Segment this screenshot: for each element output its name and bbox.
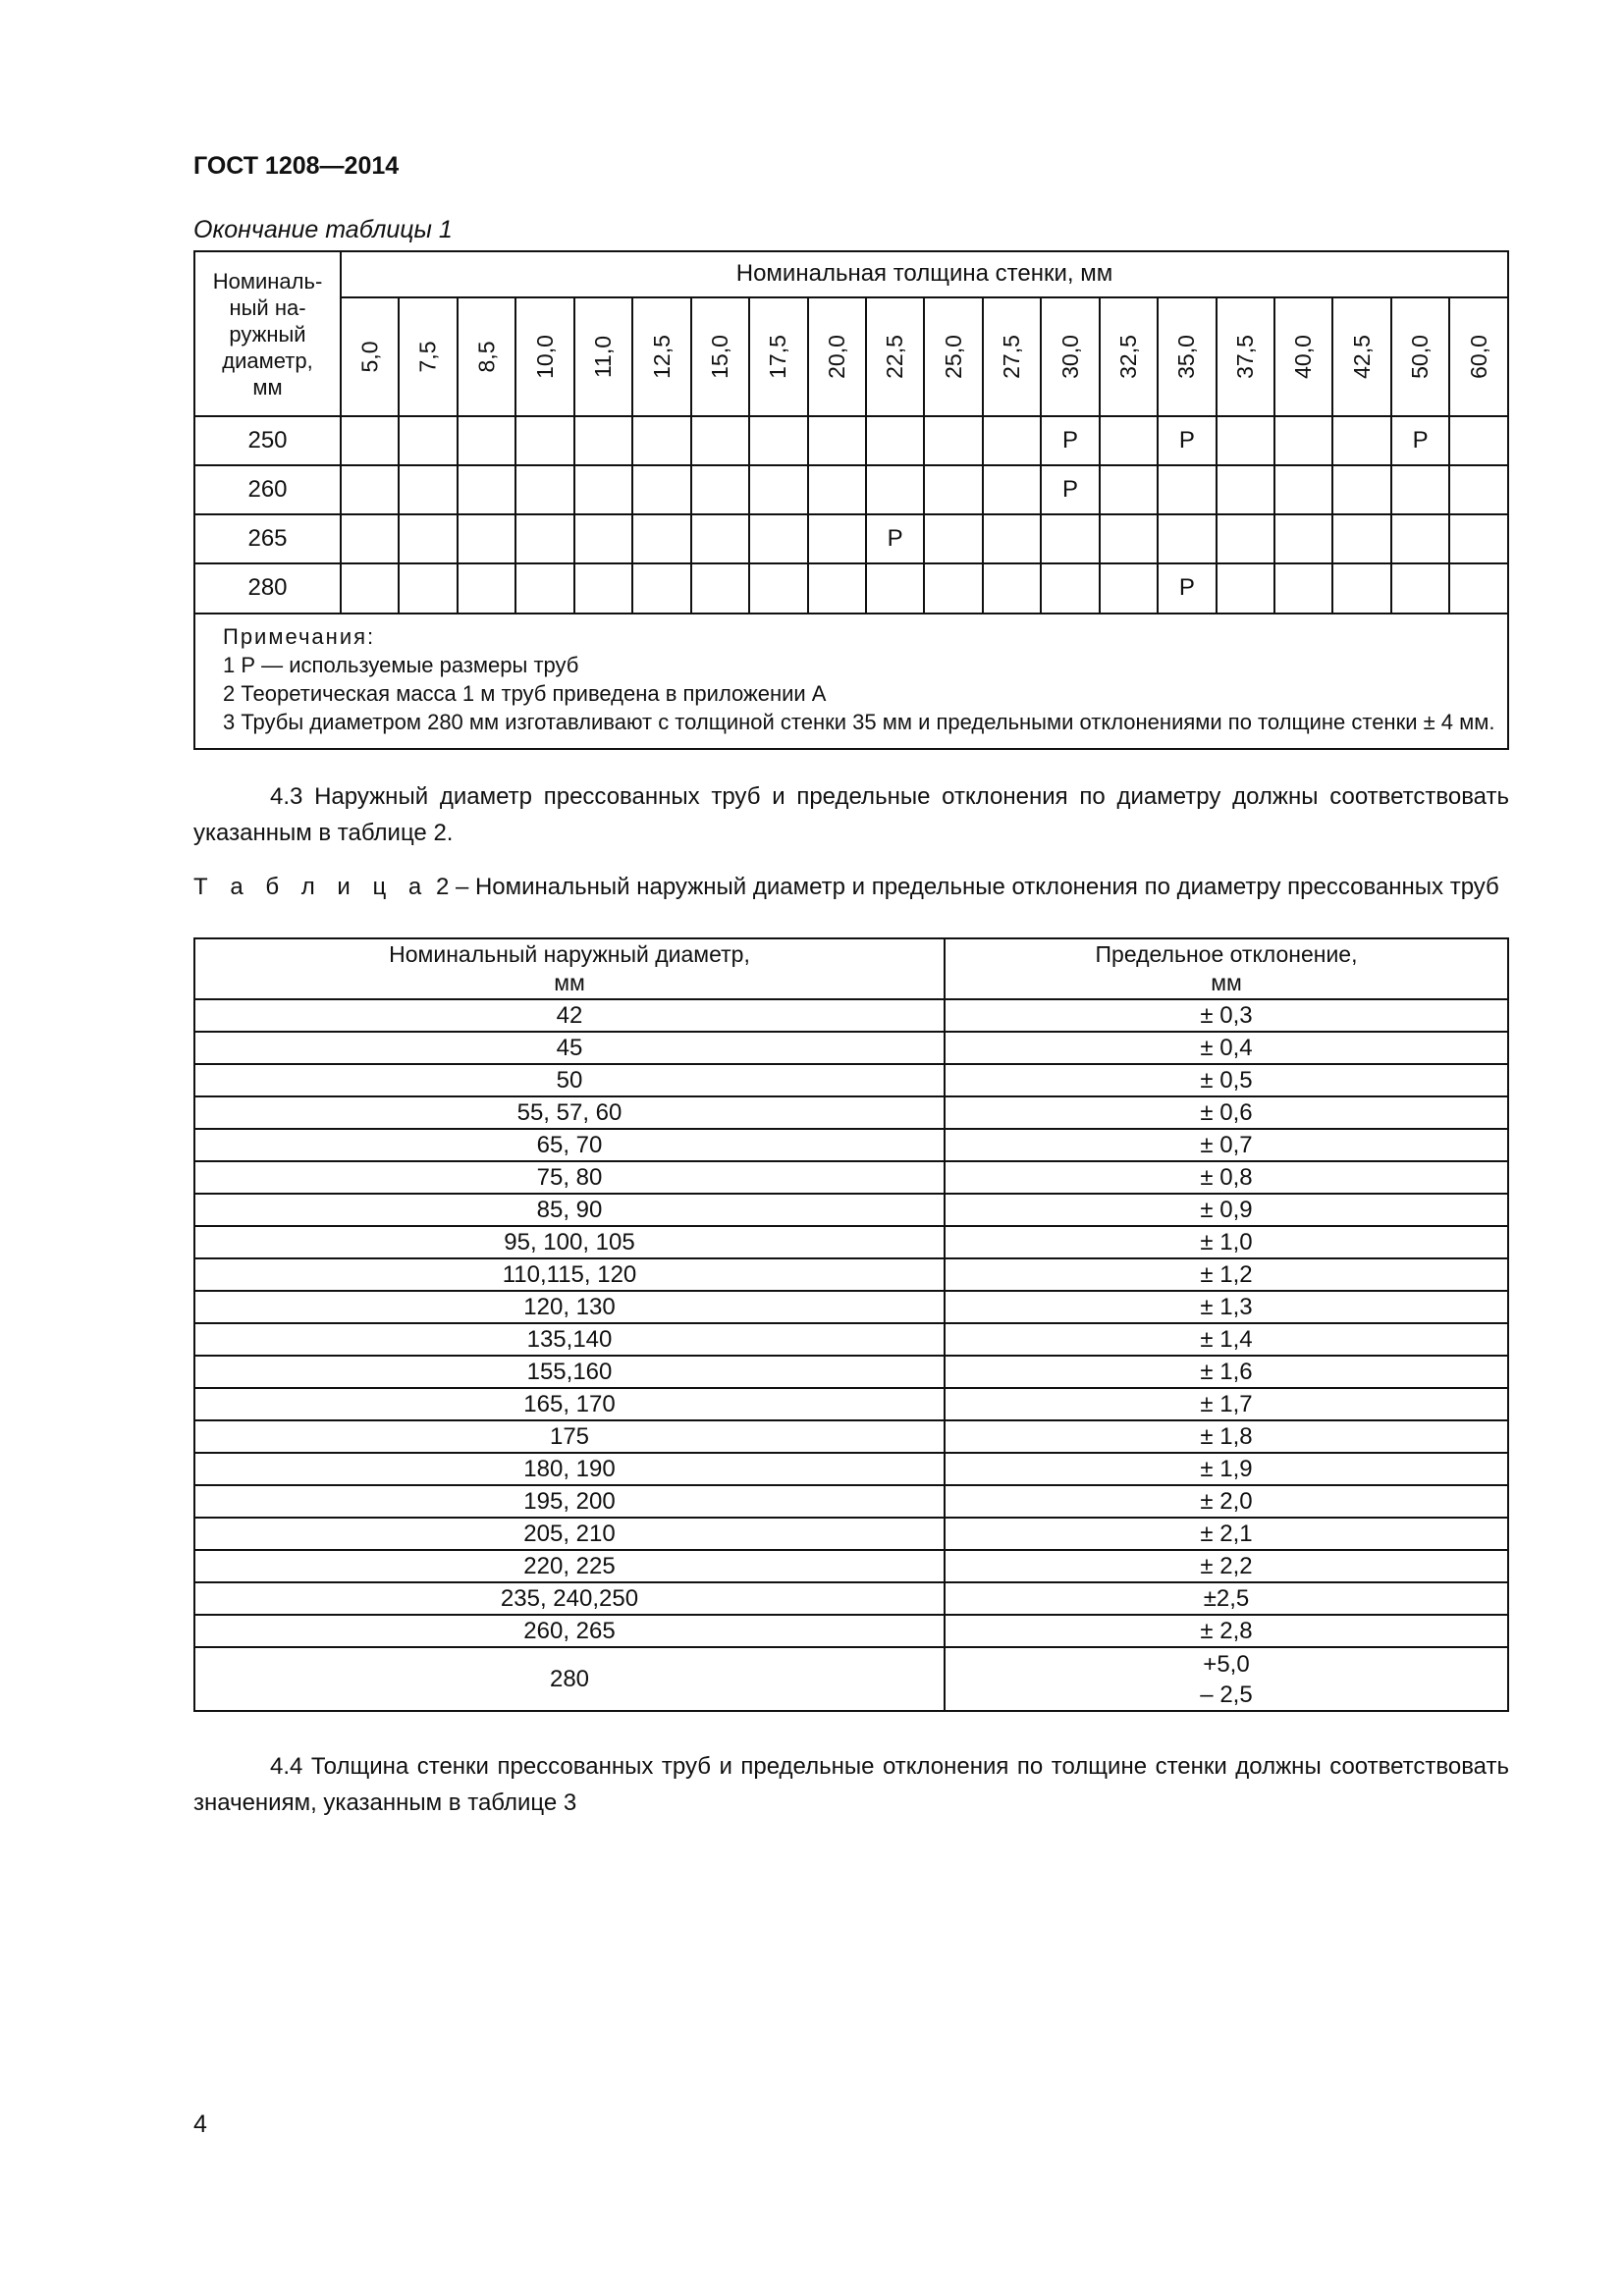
thickness-value-header: 42,5 xyxy=(1332,297,1390,416)
table2-row xyxy=(194,1518,1508,1550)
notes-title: Примечания: xyxy=(223,623,376,649)
table1-cell xyxy=(574,416,632,465)
table1-cell xyxy=(458,465,515,514)
table1-cell xyxy=(341,563,399,613)
table2-row xyxy=(194,1356,1508,1388)
table1-cell xyxy=(1332,465,1390,514)
table2-row xyxy=(194,1582,1508,1615)
table1-cell: Р xyxy=(866,514,924,563)
table2-row xyxy=(194,1615,1508,1647)
table1-cell xyxy=(1274,514,1332,563)
table1-cell xyxy=(632,514,690,563)
table2-cell-tolerance: ± 1,4 xyxy=(945,1323,1508,1356)
table1-cell xyxy=(1449,465,1508,514)
table1-caption: Окончание таблицы 1 xyxy=(193,216,453,243)
table1-cell xyxy=(1332,514,1390,563)
table2-cell-diameter: 205, 210 xyxy=(194,1518,945,1550)
table1-cell xyxy=(1158,465,1216,514)
table1-cell xyxy=(866,465,924,514)
table1-cell xyxy=(749,416,807,465)
table2-cell-diameter: 45 xyxy=(194,1032,945,1064)
table2-cell-diameter: 55, 57, 60 xyxy=(194,1096,945,1129)
table1-cell xyxy=(1158,514,1216,563)
table1-cell xyxy=(1274,465,1332,514)
table2-cell-diameter: 65, 70 xyxy=(194,1129,945,1161)
table1-cell xyxy=(574,563,632,613)
table1-cell xyxy=(1217,563,1274,613)
table1-cell xyxy=(1391,514,1449,563)
table2-row xyxy=(194,1129,1508,1161)
table1-cell xyxy=(1449,563,1508,613)
table2-cell-diameter: 42 xyxy=(194,999,945,1032)
table1-cell xyxy=(515,416,573,465)
table2-cell-tolerance: ± 0,4 xyxy=(945,1032,1508,1064)
table2-cell-tolerance: ± 0,9 xyxy=(945,1194,1508,1226)
table1-cell xyxy=(399,416,457,465)
table1-cell-diameter: 250 xyxy=(194,416,341,465)
table2-cell-diameter: 50 xyxy=(194,1064,945,1096)
table2-row xyxy=(194,1323,1508,1356)
table2-cell-diameter: 260, 265 xyxy=(194,1615,945,1647)
thickness-value-header: 8,5 xyxy=(458,297,515,416)
table1-cell xyxy=(1100,416,1158,465)
table1-cell xyxy=(983,465,1041,514)
table2-cell-diameter: 220, 225 xyxy=(194,1550,945,1582)
table1-cell xyxy=(1100,465,1158,514)
table2-cell-diameter: 175 xyxy=(194,1420,945,1453)
table1-diameter-header: Номиналь- ный на- ружный диаметр, мм xyxy=(194,251,341,416)
table1-cell xyxy=(1041,563,1099,613)
thickness-value-header: 40,0 xyxy=(1274,297,1332,416)
thickness-value-header: 35,0 xyxy=(1158,297,1216,416)
table2-row xyxy=(194,1064,1508,1096)
table1-cell xyxy=(399,465,457,514)
table2-row xyxy=(194,1453,1508,1485)
table2-cell-tolerance: ± 1,3 xyxy=(945,1291,1508,1323)
paragraph-4-3: 4.3 Наружный диаметр прессованных труб и предельные отклонения по диаметру должны соответствовать указанным в таблице 2. xyxy=(193,783,1509,846)
table2-row xyxy=(194,1194,1508,1226)
table1-cell xyxy=(924,563,982,613)
table1-row xyxy=(194,416,1508,465)
table2-row xyxy=(194,1388,1508,1420)
table1-cell xyxy=(399,563,457,613)
table1-cell xyxy=(749,563,807,613)
thickness-value-header: 20,0 xyxy=(808,297,866,416)
table1-cell xyxy=(1274,563,1332,613)
table1-cell-diameter: 280 xyxy=(194,563,341,613)
table2-row xyxy=(194,1420,1508,1453)
table1-cell xyxy=(691,416,749,465)
table1-cell xyxy=(632,563,690,613)
table1-cell xyxy=(632,416,690,465)
table1-cell: Р xyxy=(1158,416,1216,465)
table2-caption: Т а б л и ц а 2 – Номинальный наружный диаметр и предельные отклонения по диаметру прессованных труб xyxy=(193,874,1499,900)
table1-cell xyxy=(983,416,1041,465)
table2-cell-diameter: 85, 90 xyxy=(194,1194,945,1226)
table2-cell-tolerance: ± 1,8 xyxy=(945,1420,1508,1453)
table2-row xyxy=(194,1032,1508,1064)
table1-row xyxy=(194,465,1508,514)
table1-cell xyxy=(1274,416,1332,465)
table2-cell-tolerance: ± 1,2 xyxy=(945,1258,1508,1291)
table2-cell-diameter: 95, 100, 105 xyxy=(194,1226,945,1258)
table1-cell xyxy=(1217,514,1274,563)
table1-cell xyxy=(983,563,1041,613)
table2-row xyxy=(194,1291,1508,1323)
table2-row xyxy=(194,1096,1508,1129)
document-header: ГОСТ 1208—2014 xyxy=(193,152,400,180)
table1-cell: Р xyxy=(1041,416,1099,465)
table1-cell xyxy=(574,514,632,563)
thickness-value-header: 17,5 xyxy=(749,297,807,416)
table1-cell xyxy=(691,465,749,514)
table1-cell-diameter: 265 xyxy=(194,514,341,563)
table2-row xyxy=(194,1485,1508,1518)
table2-cell-tolerance: ±2,5 xyxy=(945,1582,1508,1615)
table1-row xyxy=(194,514,1508,563)
table2-cell-diameter: 75, 80 xyxy=(194,1161,945,1194)
table1-cell xyxy=(341,465,399,514)
table2-cell-tolerance: ± 0,6 xyxy=(945,1096,1508,1129)
table1-cell-diameter: 260 xyxy=(194,465,341,514)
table1-cell: Р xyxy=(1158,563,1216,613)
table1-cell xyxy=(1217,465,1274,514)
table1-cell xyxy=(924,514,982,563)
table2-cell-tolerance: ± 1,0 xyxy=(945,1226,1508,1258)
thickness-value-header: 32,5 xyxy=(1100,297,1158,416)
table1-cell xyxy=(341,416,399,465)
table1-cell xyxy=(808,416,866,465)
table2-row xyxy=(194,1226,1508,1258)
table1-cell xyxy=(1100,514,1158,563)
table1-cell xyxy=(983,514,1041,563)
thickness-value-header: 15,0 xyxy=(691,297,749,416)
table2-row xyxy=(194,1550,1508,1582)
table1-cell: Р xyxy=(1391,416,1449,465)
thickness-value-header: 12,5 xyxy=(632,297,690,416)
table1-notes xyxy=(194,614,1508,749)
thickness-value-header: 10,0 xyxy=(515,297,573,416)
table2-cell-diameter: 235, 240,250 xyxy=(194,1582,945,1615)
thickness-value-header: 37,5 xyxy=(1217,297,1274,416)
table2-diameter-header: Номинальный наружный диаметр, мм xyxy=(194,938,945,999)
table2-row xyxy=(194,1161,1508,1194)
table2 xyxy=(193,937,1509,1712)
table2-cell-diameter: 155,160 xyxy=(194,1356,945,1388)
table1-cell xyxy=(1449,514,1508,563)
table1-cell xyxy=(1332,563,1390,613)
table2-cell-diameter: 180, 190 xyxy=(194,1453,945,1485)
table1-cell xyxy=(515,563,573,613)
thickness-value-header: 50,0 xyxy=(1391,297,1449,416)
table1-cell xyxy=(1100,563,1158,613)
thickness-value-header: 5,0 xyxy=(341,297,399,416)
thickness-value-header: 7,5 xyxy=(399,297,457,416)
thickness-value-header: 25,0 xyxy=(924,297,982,416)
note-item: 3 Трубы диаметром 280 мм изготавливают с толщиной стенки 35 мм и предельными отклонениями по толщине стенки ± 4 мм. xyxy=(223,709,1495,734)
page-number: 4 xyxy=(193,2110,207,2138)
table1-cell xyxy=(1391,465,1449,514)
table1-cell xyxy=(515,465,573,514)
table1-cell xyxy=(632,465,690,514)
table1-cell xyxy=(808,563,866,613)
table1-cell xyxy=(1332,416,1390,465)
table1 xyxy=(193,250,1509,750)
table1-cell xyxy=(866,563,924,613)
table1-cell xyxy=(1041,514,1099,563)
table2-cell-tolerance: ± 1,7 xyxy=(945,1388,1508,1420)
thickness-value-header: 27,5 xyxy=(983,297,1041,416)
table1-cell xyxy=(458,514,515,563)
table2-cell-diameter: 110,115, 120 xyxy=(194,1258,945,1291)
table2-row xyxy=(194,1258,1508,1291)
table1-cell xyxy=(866,416,924,465)
note-item: 1 Р — используемые размеры труб xyxy=(223,652,579,677)
thickness-value-header: 30,0 xyxy=(1041,297,1099,416)
table1-thickness-header: Номинальная толщина стенки, мм xyxy=(341,251,1508,297)
table1-cell xyxy=(749,514,807,563)
table2-cell-tolerance: ± 2,1 xyxy=(945,1518,1508,1550)
table2-cell-diameter: 195, 200 xyxy=(194,1485,945,1518)
table1-cell xyxy=(691,514,749,563)
table2-cell-tolerance: ± 2,2 xyxy=(945,1550,1508,1582)
table1-cell xyxy=(924,416,982,465)
table2-row xyxy=(194,999,1508,1032)
table1-cell xyxy=(1391,563,1449,613)
table1-cell: Р xyxy=(1041,465,1099,514)
table1-cell xyxy=(1449,416,1508,465)
thickness-value-header: 11,0 xyxy=(574,297,632,416)
table1-cell xyxy=(749,465,807,514)
table2-cell-tolerance: ± 1,9 xyxy=(945,1453,1508,1485)
table1-cell xyxy=(515,514,573,563)
table2-cell-diameter: 135,140 xyxy=(194,1323,945,1356)
table1-cell xyxy=(458,563,515,613)
table2-cell-diameter: 120, 130 xyxy=(194,1291,945,1323)
table2-cell-diameter: 165, 170 xyxy=(194,1388,945,1420)
table1-row xyxy=(194,563,1508,613)
table2-cell-diameter: 280 xyxy=(194,1647,945,1711)
thickness-value-header: 60,0 xyxy=(1449,297,1508,416)
table2-cell-tolerance: ± 2,8 xyxy=(945,1615,1508,1647)
paragraph-4-4: 4.4 Толщина стенки прессованных труб и предельные отклонения по толщине стенки должны соответствовать значениям, указанным в таблице 3 xyxy=(193,1753,1509,1816)
table1-cell xyxy=(1217,416,1274,465)
table1-cell xyxy=(458,416,515,465)
table2-cell-tolerance: ± 0,8 xyxy=(945,1161,1508,1194)
table2-cell-tolerance: ± 1,6 xyxy=(945,1356,1508,1388)
table2-cell-tolerance: ± 0,3 xyxy=(945,999,1508,1032)
thickness-value-header: 22,5 xyxy=(866,297,924,416)
table2-cell-tolerance: ± 2,0 xyxy=(945,1485,1508,1518)
table1-cell xyxy=(808,514,866,563)
table1-cell xyxy=(691,563,749,613)
table2-cell-tolerance: ± 0,7 xyxy=(945,1129,1508,1161)
table2-cell-tolerance: +5,0 – 2,5 xyxy=(945,1647,1508,1711)
table1-cell xyxy=(399,514,457,563)
table2-tolerance-header: Предельное отклонение, мм xyxy=(945,938,1508,999)
table1-cell xyxy=(574,465,632,514)
note-item: 2 Теоретическая масса 1 м труб приведена в приложении А xyxy=(223,680,827,706)
table1-cell xyxy=(924,465,982,514)
table1-cell xyxy=(341,514,399,563)
table2-cell-tolerance: ± 0,5 xyxy=(945,1064,1508,1096)
table1-cell xyxy=(808,465,866,514)
